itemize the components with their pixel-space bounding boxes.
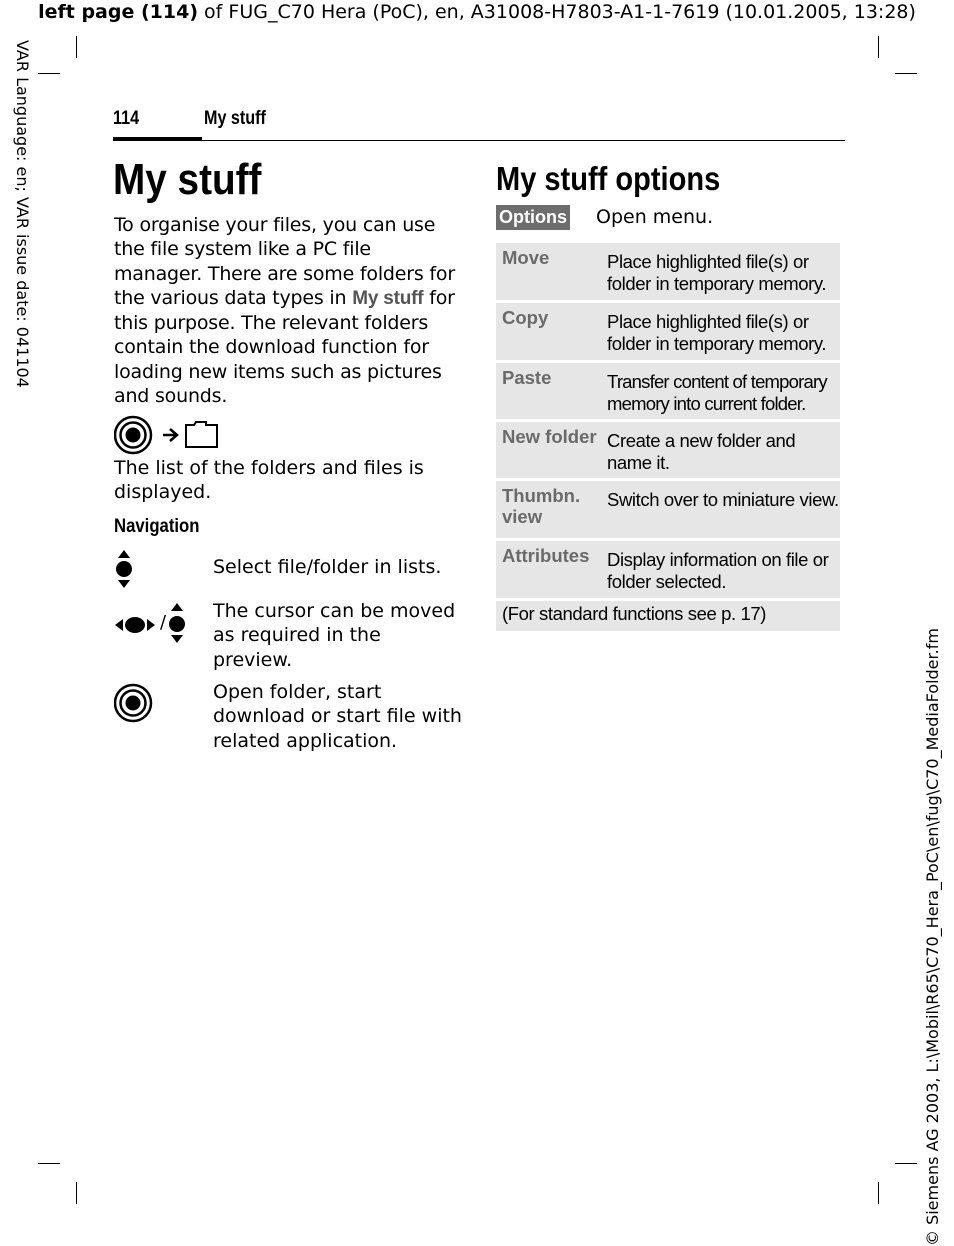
options-row-attributes bbox=[496, 541, 840, 598]
intro-paragraph bbox=[114, 213, 464, 408]
option-label: Paste bbox=[502, 367, 552, 388]
crop-mark bbox=[76, 1182, 77, 1204]
joystick-left-right-up-down-icon bbox=[114, 600, 194, 648]
options-title: My stuff options bbox=[496, 160, 721, 197]
navigation-heading: Navigation bbox=[114, 516, 200, 537]
navigation-text-3: Open folder, start download or start file with related application. bbox=[213, 681, 462, 752]
option-description: Transfer content of temporary memory into current folder. bbox=[607, 371, 827, 414]
joystick-up-down-icon bbox=[114, 548, 138, 592]
options-row-thumbnail-view bbox=[496, 481, 840, 538]
option-label: New folder bbox=[502, 426, 597, 447]
option-description: Switch over to miniature view. bbox=[607, 489, 839, 510]
options-softkey-text: Open menu. bbox=[596, 206, 714, 228]
print-slug-rest: of FUG_C70 Hera (PoC), en, A31008-H7803-A1-1-7619 (10.01.2005, 13:28) bbox=[198, 1, 916, 23]
option-label: Move bbox=[502, 247, 550, 268]
options-row-copy bbox=[496, 303, 840, 360]
side-slug-right: © Siemens AG 2003, L:\Mobil\R65\C70_Hera_PoC\en\fug\C70_MediaFolder.fm bbox=[923, 628, 942, 1246]
option-label: Thumbn. view bbox=[502, 485, 581, 527]
page-number: 114 bbox=[113, 108, 140, 129]
side-slug-left: VAR Language: en; VAR issue date: 041104 bbox=[13, 40, 32, 388]
crop-mark bbox=[895, 1163, 917, 1164]
print-slug bbox=[0, 0, 954, 24]
print-slug-bold: left page (114) bbox=[38, 1, 199, 23]
page-title: My stuff bbox=[113, 155, 262, 204]
option-label: Attributes bbox=[502, 545, 590, 566]
crop-mark bbox=[895, 73, 917, 74]
navigation-text-2: The cursor can be moved as required in the preview. bbox=[213, 600, 456, 671]
crop-mark bbox=[878, 1182, 879, 1204]
option-label: Copy bbox=[502, 307, 549, 328]
options-row-new-folder bbox=[496, 422, 840, 478]
option-description: Display information on file or folder selected. bbox=[607, 549, 829, 592]
crop-mark bbox=[878, 36, 879, 58]
options-softkey: Options bbox=[496, 205, 570, 230]
options-row-move bbox=[496, 243, 840, 300]
navigation-separator: / bbox=[160, 612, 167, 633]
option-description: Create a new folder and name it. bbox=[607, 430, 796, 473]
menu-path bbox=[114, 415, 234, 455]
folder-list-text: The list of the folders and files is displayed. bbox=[114, 457, 424, 504]
joystick-press-folder-path-icon bbox=[114, 415, 234, 455]
crop-mark bbox=[38, 1163, 60, 1164]
joystick-press-icon bbox=[114, 683, 154, 723]
crop-mark bbox=[76, 36, 77, 58]
crop-mark bbox=[38, 73, 60, 74]
options-footer-text: (For standard functions see p. 17) bbox=[502, 603, 767, 624]
intro-text-1: To organise your files, you can use the file system like a PC file manager. There are some folders for the various data types in bbox=[114, 214, 455, 309]
navigation-text-1: Select file/folder in lists. bbox=[213, 556, 442, 578]
options-row-paste bbox=[496, 363, 840, 419]
options-footer bbox=[496, 601, 840, 631]
option-description: Place highlighted file(s) or folder in temporary memory. bbox=[607, 311, 827, 354]
running-header-title: My stuff bbox=[204, 108, 266, 129]
option-description: Place highlighted file(s) or folder in temporary memory. bbox=[607, 251, 827, 294]
header-rule bbox=[113, 140, 845, 141]
intro-text-2: for this purpose. The relevant folders contain the download function for loading new items such as pictures and sounds. bbox=[114, 286, 455, 408]
intro-highlight: My stuff bbox=[352, 287, 424, 309]
